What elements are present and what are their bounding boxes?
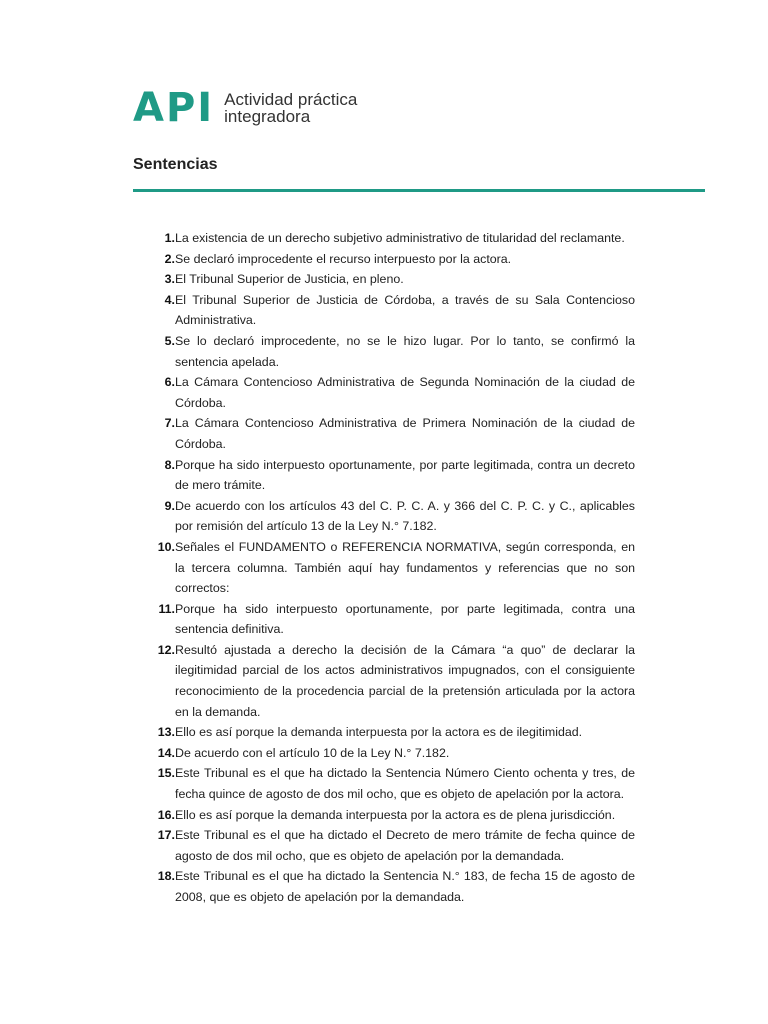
item-number: 4. [164,292,175,307]
item-number: 2. [164,251,175,266]
page-title: Sentencias [133,156,218,173]
item-number: 15. [157,766,175,781]
item-text: Porque ha sido interpuesto oportunamente, por parte legitimada, contra un decreto de mero trámite. [175,457,635,493]
item-text: Se declaró improcedente el recurso interpuesto por la actora. [175,251,512,266]
item-number: 13. [157,725,175,740]
list-item [148,290,635,331]
title-divider [133,189,705,192]
item-number: 11. [158,601,175,616]
item-text: Se lo declaró improcedente, no se le hizo lugar. Por lo tanto, se confirmó la sentencia apelada. [175,333,635,369]
item-number: 14. [157,745,175,760]
list-item [148,228,635,249]
item-number: 18. [157,869,175,884]
list-item [148,640,635,722]
sentences-list [148,228,635,908]
item-text: Este Tribunal es el que ha dictado la Sentencia Número Ciento ochenta y tres, de fecha quince de agosto de dos mil ocho, que es objeto de apelación por la actora. [175,766,635,802]
list-item [148,722,635,743]
item-number: 6. [164,375,175,390]
item-text: La Cámara Contencioso Administrativa de Primera Nominación de la ciudad de Córdoba. [175,416,635,451]
item-text: Ello es así porque la demanda interpuesta por la actora es de ilegitimidad. [175,725,583,740]
item-text: De acuerdo con los artículos 43 del C. P. C. A. y 366 del C. P. C. y C., aplicables por remisión del artículo 13 de la Ley N.° 7.182. [175,498,635,534]
list-item [148,269,635,290]
item-text: La existencia de un derecho subjetivo administrativo de titularidad del reclamante. [175,231,625,245]
item-text: El Tribunal Superior de Justicia, en pleno. [175,272,404,287]
item-number: 9. [164,498,175,513]
item-text: Señales el FUNDAMENTO o REFERENCIA NORMATIVA, según corresponda, en la tercera columna. También aquí hay fundamentos y referencias que no son correctos: [175,539,635,596]
list-item [148,413,635,454]
list-item [148,743,635,764]
list-item [148,805,635,826]
item-text: Este Tribunal es el que ha dictado la Sentencia N.° 183, de fecha 15 de agosto de 2008, que es objeto de apelación por la demandada. [175,869,635,904]
logo-text-line1: Actividad práctica [224,90,358,109]
item-number: 16. [157,807,175,822]
logo-text-line2: integradora [224,107,311,126]
item-number: 7. [164,416,175,431]
list-item [148,825,635,866]
logo-text [224,91,357,125]
item-number: 5. [164,333,175,348]
item-number: 17. [157,828,175,843]
item-number: 8. [164,457,175,472]
logo-mark: API [133,85,215,131]
list-item [148,866,635,907]
list-item [148,249,635,270]
item-number: 3. [164,272,175,287]
list-item [148,455,635,496]
list-item [148,372,635,413]
list-item [148,537,635,599]
api-logo [133,85,358,131]
item-text: Resultó ajustada a derecho la decisión de la Cámara “a quo” de declarar la ilegitimidad parcial de los actos administrativos impugnados, con el consiguiente reconocimiento de la procedencia parcial de la pretensión articulada por la actora en la demanda. [175,642,635,719]
list-item [148,763,635,804]
item-text: Ello es así porque la demanda interpuesta por la actora es de plena jurisdicción. [175,807,616,822]
list-item [148,331,635,372]
item-text: El Tribunal Superior de Justicia de Córdoba, a través de su Sala Contencioso Administrativa. [175,292,635,328]
item-number: 12. [157,642,175,657]
item-text: La Cámara Contencioso Administrativa de Segunda Nominación de la ciudad de Córdoba. [175,375,635,410]
item-text: De acuerdo con el artículo 10 de la Ley N.° 7.182. [175,745,450,760]
item-text: Este Tribunal es el que ha dictado el Decreto de mero trámite de fecha quince de agosto de dos mil ocho, que es objeto de apelación por la demandada. [175,828,635,863]
item-text: Porque ha sido interpuesto oportunamente, por parte legitimada, contra una sentencia definitiva. [175,601,635,637]
item-number: 10. [157,539,175,554]
list-item [148,599,635,640]
item-number: 1. [164,231,175,245]
list-item [148,496,635,537]
